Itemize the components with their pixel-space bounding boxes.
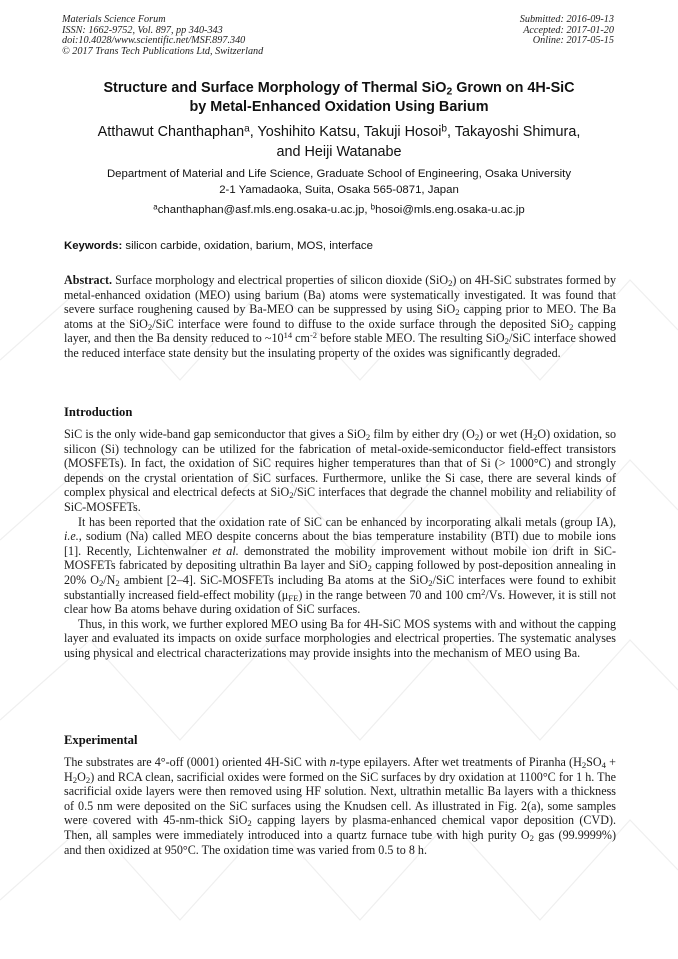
introduction-heading: Introduction [64, 405, 133, 419]
doi-line: doi:10.4028/www.scientific.net/MSF.897.340 [62, 35, 246, 47]
keywords: Keywords: silicon carbide, oxidation, barium, MOS, interface [64, 240, 373, 252]
experimental-paragraph: The substrates are 4°-off (0001) oriented 4H-SiC with n-type epilayers. After wet treatments of Piranha $(H_2SO_4 + H_2O_2)$ and RCA clean, sacrificial oxides were formed on the SiC surfaces by dry oxidation at 1100°C for 1 h. The sacrificial oxide layers were then removed using HF solution. Next, ultrathin metallic Ba layers with a thickness of 0.5 nm were deposited on the SiC surfaces using the Knudsen cell. As illustrated in Fig. 2(a), some samples were covered with 45-nm-thick SiO$_2$ capping layers by plasma-enhanced chemical vapor deposition (CVD). Then, all samples were immediately introduced into a quartz furnace tube with high purity $O_2$ gas (99.9999%) and then oxidized at 950°C. The oxidation time was varied from 0.5 to 8 h. [64, 755, 616, 857]
experimental-body [64, 755, 616, 857]
journal-name: Materials Science Forum [62, 14, 166, 25]
online-date: Online: 2017-05-15 [532, 35, 614, 47]
introduction-body [64, 427, 616, 661]
email-link-b[interactable]: hosoi@mls.eng.osaka-u.ac.jp [375, 204, 525, 216]
author-list: Atthawut Chanthaphan$^a$, Yoshihito Katsu, Takuji Hosoi$^b$, Takayoshi Shimura, and Heiji Watanabe [97, 123, 581, 160]
paper-title: Structure and Surface Morphology of Thermal SiO$_2$ Grown on 4H-SiC by Metal-Enhanced Oxidation Using Barium [103, 80, 575, 115]
submitted-date: Submitted: 2016-09-13 [519, 14, 614, 25]
issn-line: ISSN: 1662-9752, Vol. 897, pp 340-343 [62, 24, 223, 36]
publication-info [62, 15, 263, 57]
intro-paragraph-3: Thus, in this work, we further explored MEO using Ba for 4H-SiC MOS systems with and without the capping layer and evaluated its impacts on oxide surface morphologies and electrical properties. The systematic analyses using physical and electrical characterizations may provide insights into the mechanism of MEO using Ba. [64, 616, 616, 660]
intro-paragraph-2: It has been reported that the oxidation rate of SiC can be enhanced by incorporating alkali metals (group IA), i.e., sodium (Na) called MEO despite concerns about the bias temperature instability (BTI) due to mobile ions [1]. Recently, Lichtenwalner et al. demonstrated the mobility improvement without mobile ion drift in SiC-MOSFETs fabricated by depositing ultrathin Ba layer and SiO$_2$ capping followed by post-deposition annealing in 20% $O_2/N_2$ ambient [2–4]. SiC-MOSFETs including Ba atoms at the SiO$_2$/SiC interfaces were found to exhibit substantially increased field-effect mobility $(\mu_{FE})$ in the range between 70 and 100 $cm^2/Vs$. However, it is still not clear how Ba atoms behave during oxidation of SiC surfaces. [64, 514, 617, 617]
author-emails: $^a$chanthaphan@asf.mls.eng.osaka-u.ac.jp, $^b$hosoi@mls.eng.osaka-u.ac.jp [153, 202, 525, 216]
copyright-line: © 2017 Trans Tech Publications Ltd, Switzerland [62, 45, 264, 57]
affiliation: Department of Material and Life Science, Graduate School of Engineering, Osaka University 2-1 Yamadaoka, Suita, Osaka 565-0871, Japan [106, 168, 572, 196]
keywords-label: Keywords: [64, 240, 123, 252]
publication-dates [520, 15, 614, 47]
intro-paragraph-1: SiC is the only wide-band gap semiconductor that gives a SiO$_2$ film by either dry $(O_2)$ or wet $(H_2O)$ oxidation, so silicon (Si) technology can be utilized for the fabrication of metal-oxide-semiconductor field-effect transistors (MOSFETs). In fact, the oxidation of SiC requires higher temperatures than that of Si (> 1000°C) and strongly depends on the crystal orientation of SiC surfaces. Furthermore, unlike the Si case, there are several kinds of complex physical and electrical defects at SiO$_2$/SiC interfaces that degrade the channel mobility and reliability of SiC-MOSFETs. [64, 427, 616, 514]
accepted-date: Accepted: 2017-01-20 [523, 24, 614, 36]
abstract: Abstract. Surface morphology and electrical properties of silicon dioxide (SiO$_2$) on 4H-SiC substrates formed by metal-enhanced oxidation (MEO) using barium (Ba) atoms were systematically investigated. It was found that severe surface roughening caused by Ba-MEO can be suppressed by using SiO$_2$ capping prior to MEO. The Ba atoms at the SiO$_2$/SiC interface were found to diffuse to the oxide surface through the deposited SiO$_2$ capping layer, and then the Ba density reduced to $\sim 10^{14}$ $cm^{-2}$ before stable MEO. The resulting SiO$_2$/SiC interface showed the reduced interface state density but the insulating property of the oxides was significantly degraded. [64, 273, 617, 360]
email-link-a[interactable]: chanthaphan@asf.mls.eng.osaka-u.ac.jp, [157, 204, 371, 216]
experimental-heading: Experimental [64, 733, 138, 747]
abstract-label: Abstract. [64, 273, 113, 287]
